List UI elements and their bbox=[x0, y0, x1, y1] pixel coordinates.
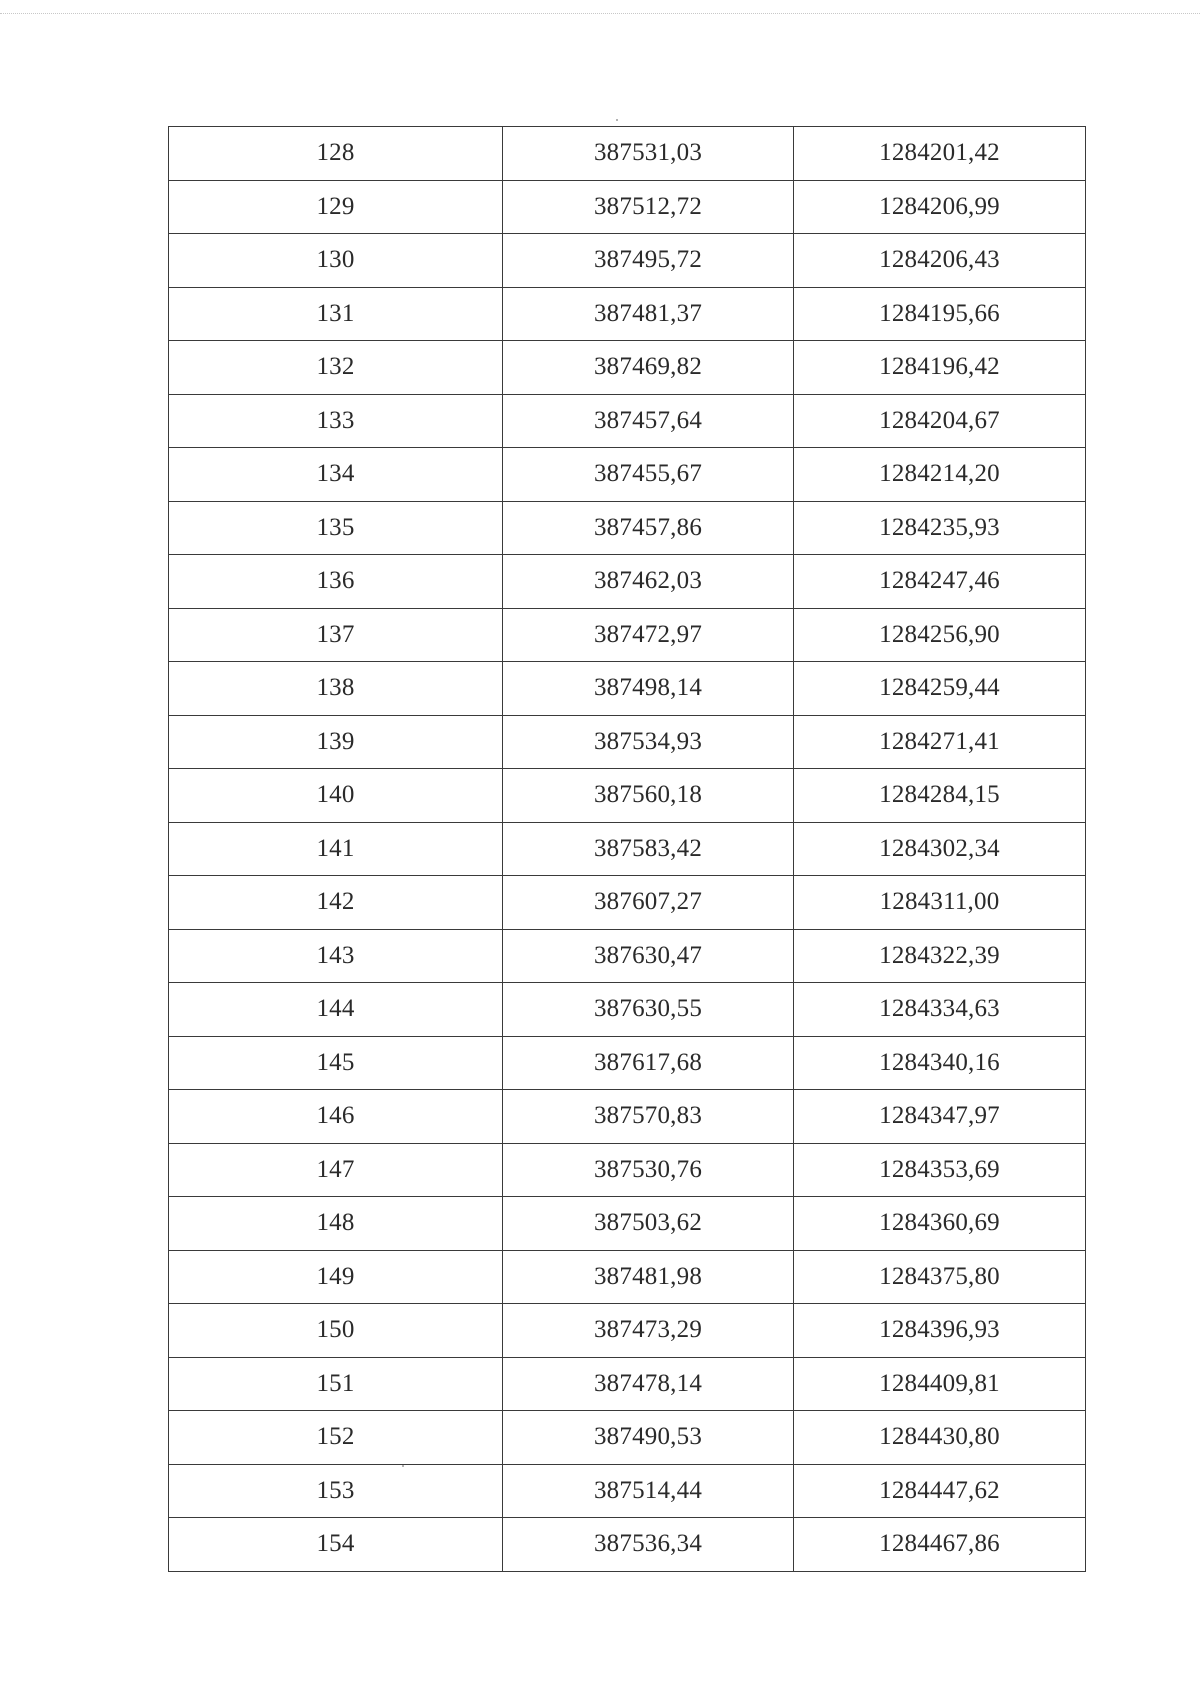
x-coordinate-cell: 387630,55 bbox=[503, 983, 794, 1037]
x-coordinate-cell: 387472,97 bbox=[503, 608, 794, 662]
table-row bbox=[169, 394, 1086, 448]
point-number-cell: 140 bbox=[169, 769, 503, 823]
y-coordinate-cell: 1284360,69 bbox=[794, 1197, 1086, 1251]
point-number-cell: 146 bbox=[169, 1090, 503, 1144]
point-number-cell: 151 bbox=[169, 1357, 503, 1411]
x-coordinate-cell: 387455,67 bbox=[503, 448, 794, 502]
y-coordinate-cell: 1284271,41 bbox=[794, 715, 1086, 769]
x-coordinate-cell: 387512,72 bbox=[503, 180, 794, 234]
x-coordinate-cell: 387473,29 bbox=[503, 1304, 794, 1358]
y-coordinate-cell: 1284256,90 bbox=[794, 608, 1086, 662]
point-number-cell: 150 bbox=[169, 1304, 503, 1358]
point-number-cell: 129 bbox=[169, 180, 503, 234]
y-coordinate-cell: 1284396,93 bbox=[794, 1304, 1086, 1358]
x-coordinate-cell: 387536,34 bbox=[503, 1518, 794, 1572]
table-row bbox=[169, 127, 1086, 181]
x-coordinate-cell: 387495,72 bbox=[503, 234, 794, 288]
y-coordinate-cell: 1284206,99 bbox=[794, 180, 1086, 234]
coordinates-table-body bbox=[169, 127, 1086, 1572]
x-coordinate-cell: 387607,27 bbox=[503, 876, 794, 930]
y-coordinate-cell: 1284375,80 bbox=[794, 1250, 1086, 1304]
x-coordinate-cell: 387498,14 bbox=[503, 662, 794, 716]
coordinates-table bbox=[168, 126, 1086, 1572]
y-coordinate-cell: 1284430,80 bbox=[794, 1411, 1086, 1465]
point-number-cell: 145 bbox=[169, 1036, 503, 1090]
point-number-cell: 135 bbox=[169, 501, 503, 555]
x-coordinate-cell: 387531,03 bbox=[503, 127, 794, 181]
y-coordinate-cell: 1284322,39 bbox=[794, 929, 1086, 983]
y-coordinate-cell: 1284409,81 bbox=[794, 1357, 1086, 1411]
y-coordinate-cell: 1284353,69 bbox=[794, 1143, 1086, 1197]
table-row bbox=[169, 1143, 1086, 1197]
y-coordinate-cell: 1284247,46 bbox=[794, 555, 1086, 609]
x-coordinate-cell: 387490,53 bbox=[503, 1411, 794, 1465]
y-coordinate-cell: 1284196,42 bbox=[794, 341, 1086, 395]
point-number-cell: 144 bbox=[169, 983, 503, 1037]
point-number-cell: 138 bbox=[169, 662, 503, 716]
y-coordinate-cell: 1284206,43 bbox=[794, 234, 1086, 288]
x-coordinate-cell: 387462,03 bbox=[503, 555, 794, 609]
point-number-cell: 136 bbox=[169, 555, 503, 609]
table-row bbox=[169, 1304, 1086, 1358]
point-number-cell: 139 bbox=[169, 715, 503, 769]
table-row bbox=[169, 983, 1086, 1037]
x-coordinate-cell: 387478,14 bbox=[503, 1357, 794, 1411]
x-coordinate-cell: 387503,62 bbox=[503, 1197, 794, 1251]
point-number-cell: 148 bbox=[169, 1197, 503, 1251]
y-coordinate-cell: 1284302,34 bbox=[794, 822, 1086, 876]
point-number-cell: 153 bbox=[169, 1464, 503, 1518]
point-number-cell: 152 bbox=[169, 1411, 503, 1465]
point-number-cell: 128 bbox=[169, 127, 503, 181]
point-number-cell: 147 bbox=[169, 1143, 503, 1197]
table-row bbox=[169, 1090, 1086, 1144]
table-row bbox=[169, 1464, 1086, 1518]
x-coordinate-cell: 387560,18 bbox=[503, 769, 794, 823]
y-coordinate-cell: 1284284,15 bbox=[794, 769, 1086, 823]
y-coordinate-cell: 1284214,20 bbox=[794, 448, 1086, 502]
point-number-cell: 134 bbox=[169, 448, 503, 502]
x-coordinate-cell: 387570,83 bbox=[503, 1090, 794, 1144]
scan-speck bbox=[616, 119, 618, 121]
table-row bbox=[169, 822, 1086, 876]
table-row bbox=[169, 1036, 1086, 1090]
point-number-cell: 143 bbox=[169, 929, 503, 983]
table-row bbox=[169, 769, 1086, 823]
x-coordinate-cell: 387514,44 bbox=[503, 1464, 794, 1518]
y-coordinate-cell: 1284204,67 bbox=[794, 394, 1086, 448]
point-number-cell: 133 bbox=[169, 394, 503, 448]
point-number-cell: 154 bbox=[169, 1518, 503, 1572]
x-coordinate-cell: 387481,37 bbox=[503, 287, 794, 341]
x-coordinate-cell: 387530,76 bbox=[503, 1143, 794, 1197]
table-row bbox=[169, 1411, 1086, 1465]
table-row bbox=[169, 929, 1086, 983]
table-row bbox=[169, 1197, 1086, 1251]
table-row bbox=[169, 501, 1086, 555]
table-row bbox=[169, 1250, 1086, 1304]
point-number-cell: 131 bbox=[169, 287, 503, 341]
table-row bbox=[169, 234, 1086, 288]
x-coordinate-cell: 387457,86 bbox=[503, 501, 794, 555]
point-number-cell: 141 bbox=[169, 822, 503, 876]
table-row bbox=[169, 287, 1086, 341]
point-number-cell: 137 bbox=[169, 608, 503, 662]
y-coordinate-cell: 1284334,63 bbox=[794, 983, 1086, 1037]
y-coordinate-cell: 1284340,16 bbox=[794, 1036, 1086, 1090]
x-coordinate-cell: 387534,93 bbox=[503, 715, 794, 769]
table-row bbox=[169, 876, 1086, 930]
point-number-cell: 132 bbox=[169, 341, 503, 395]
x-coordinate-cell: 387481,98 bbox=[503, 1250, 794, 1304]
table-row bbox=[169, 608, 1086, 662]
x-coordinate-cell: 387469,82 bbox=[503, 341, 794, 395]
table-row bbox=[169, 1357, 1086, 1411]
y-coordinate-cell: 1284235,93 bbox=[794, 501, 1086, 555]
page-top-edge-line bbox=[0, 13, 1200, 14]
y-coordinate-cell: 1284311,00 bbox=[794, 876, 1086, 930]
x-coordinate-cell: 387630,47 bbox=[503, 929, 794, 983]
table-row bbox=[169, 1518, 1086, 1572]
x-coordinate-cell: 387583,42 bbox=[503, 822, 794, 876]
y-coordinate-cell: 1284467,86 bbox=[794, 1518, 1086, 1572]
x-coordinate-cell: 387457,64 bbox=[503, 394, 794, 448]
table-row bbox=[169, 715, 1086, 769]
y-coordinate-cell: 1284259,44 bbox=[794, 662, 1086, 716]
y-coordinate-cell: 1284347,97 bbox=[794, 1090, 1086, 1144]
point-number-cell: 130 bbox=[169, 234, 503, 288]
table-row bbox=[169, 341, 1086, 395]
table-row bbox=[169, 448, 1086, 502]
x-coordinate-cell: 387617,68 bbox=[503, 1036, 794, 1090]
y-coordinate-cell: 1284201,42 bbox=[794, 127, 1086, 181]
y-coordinate-cell: 1284447,62 bbox=[794, 1464, 1086, 1518]
table-row bbox=[169, 555, 1086, 609]
table-row bbox=[169, 662, 1086, 716]
table-row bbox=[169, 180, 1086, 234]
point-number-cell: 142 bbox=[169, 876, 503, 930]
y-coordinate-cell: 1284195,66 bbox=[794, 287, 1086, 341]
point-number-cell: 149 bbox=[169, 1250, 503, 1304]
